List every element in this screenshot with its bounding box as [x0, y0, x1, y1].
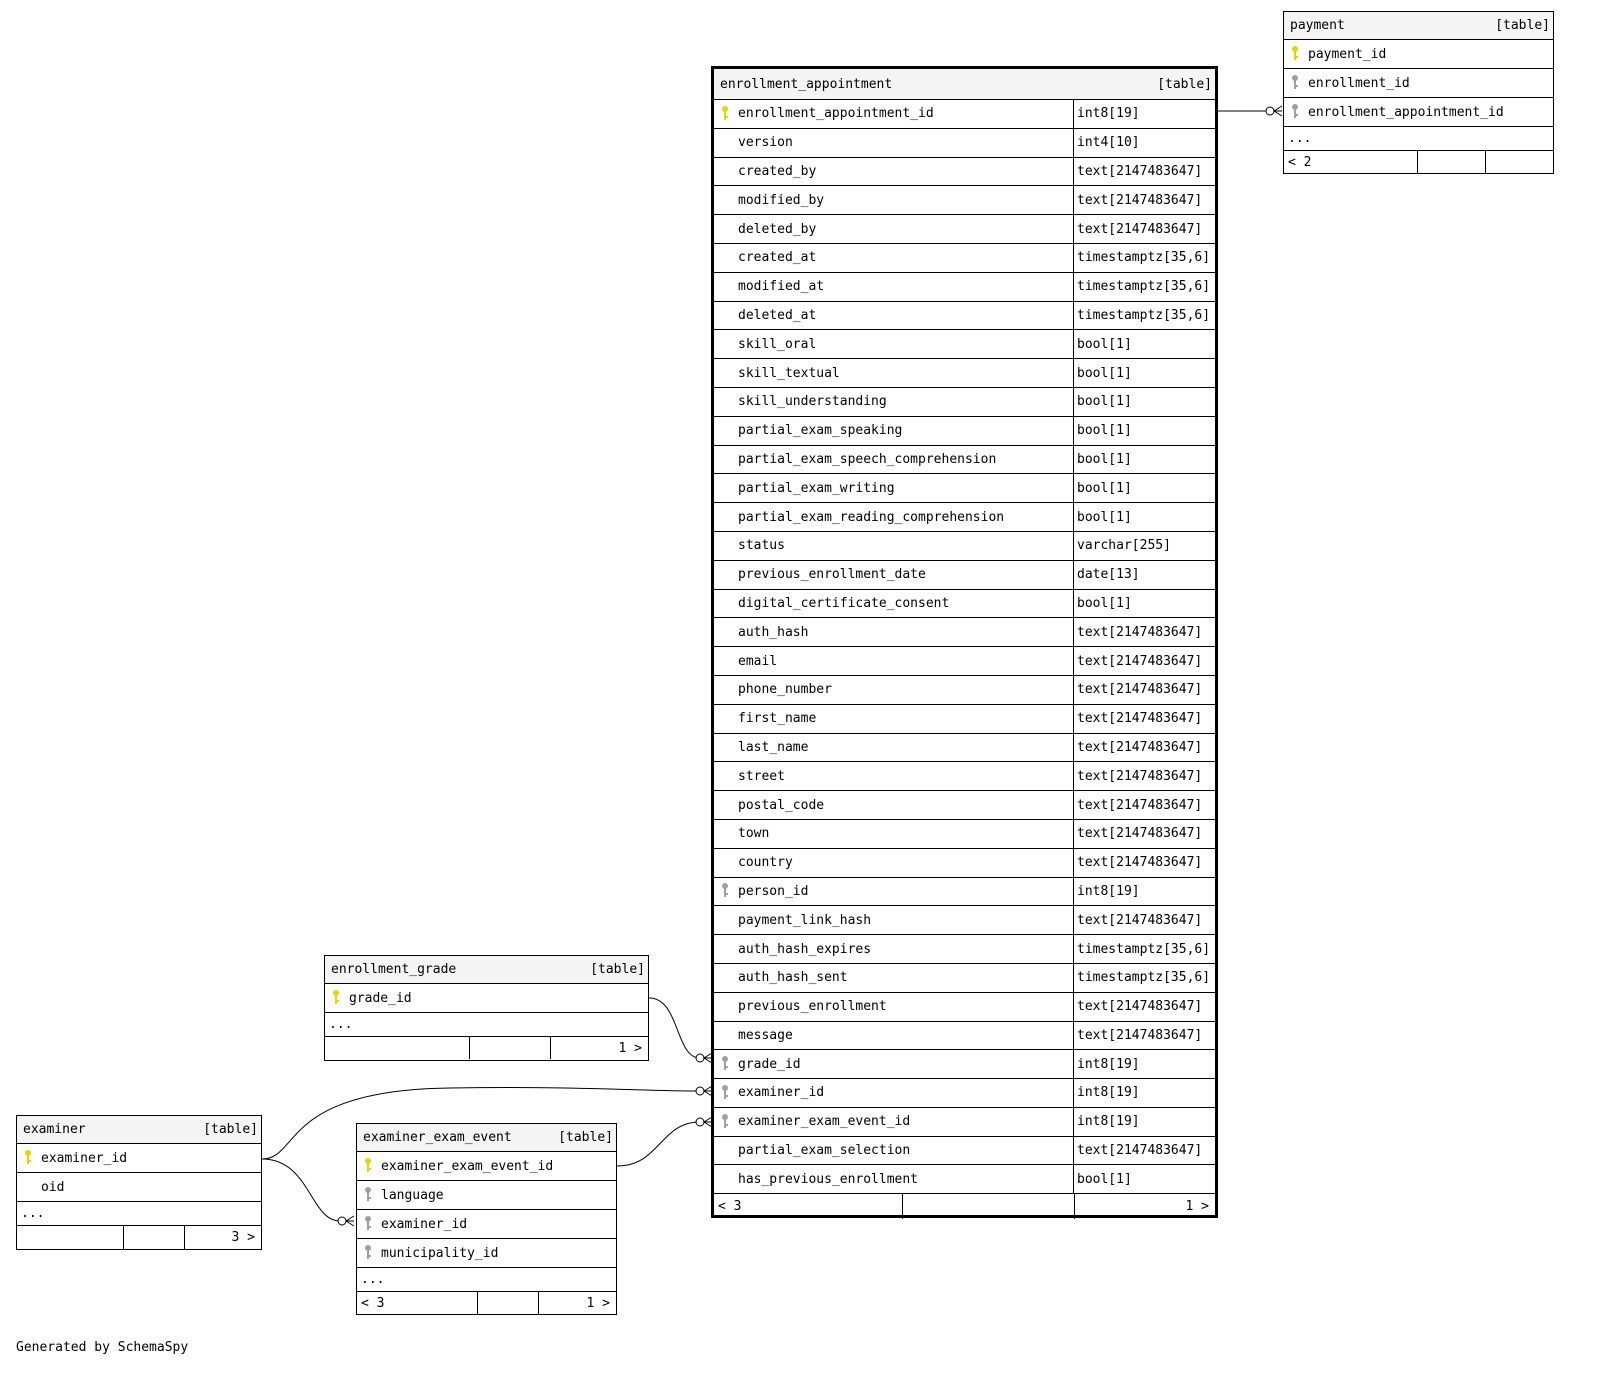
table-kind: [table] — [1495, 18, 1550, 33]
column-row-person-id[interactable] — [714, 878, 1215, 907]
foreign-key-icon — [364, 1244, 372, 1262]
table-examiner-exam-event[interactable] — [356, 1123, 617, 1315]
column-type: bool[1] — [1073, 330, 1215, 358]
column-row-grade-id[interactable] — [714, 1050, 1215, 1079]
column-key-slot — [1284, 103, 1306, 121]
column-type: text[2147483647] — [1073, 618, 1215, 646]
column-row-examiner-exam-event-id[interactable] — [357, 1152, 616, 1181]
link-crowfoot — [1274, 106, 1282, 116]
column-type: bool[1] — [1073, 1165, 1215, 1193]
table-name: examiner — [23, 1122, 86, 1137]
column-name: examiner_exam_event_id — [381, 1158, 554, 1174]
column-list — [1284, 40, 1553, 127]
column-name: country — [738, 855, 793, 871]
column-name: grade_id — [349, 990, 412, 1006]
column-row-partial-exam-speech-comprehension[interactable] — [714, 446, 1215, 475]
column-name: oid — [41, 1179, 65, 1195]
column-row-municipality-id[interactable] — [357, 1239, 616, 1268]
column-name: examiner_id — [738, 1085, 825, 1101]
column-name: skill_understanding — [738, 394, 887, 410]
column-name: email — [738, 653, 778, 669]
primary-key-icon — [364, 1157, 372, 1175]
column-name: enrollment_appointment_id — [1308, 104, 1504, 120]
column-type: timestamptz[35,6] — [1073, 244, 1215, 272]
column-row-payment-link-hash[interactable] — [714, 906, 1215, 935]
column-name: first_name — [738, 711, 817, 727]
column-type: text[2147483647] — [1073, 791, 1215, 819]
table-kind: [table] — [590, 962, 645, 977]
column-row-has-previous-enrollment[interactable] — [714, 1165, 1215, 1194]
column-type: bool[1] — [1073, 446, 1215, 474]
column-key-slot — [357, 1186, 379, 1204]
footer-parents — [17, 1226, 123, 1249]
column-row-examiner-id[interactable] — [17, 1144, 261, 1173]
column-name: message — [738, 1027, 793, 1043]
column-type: timestamptz[35,6] — [1073, 964, 1215, 992]
column-row-examiner-exam-event-id[interactable] — [714, 1108, 1215, 1137]
column-type: bool[1] — [1073, 590, 1215, 618]
column-row-examiner-id[interactable] — [357, 1210, 616, 1239]
footer-middle — [1417, 151, 1485, 173]
column-name: street — [738, 768, 785, 784]
column-type: int8[19] — [1073, 100, 1215, 128]
footer-children[interactable]: 1 > — [538, 1292, 616, 1314]
column-name: auth_hash — [738, 624, 809, 640]
link-exam-event — [617, 1122, 700, 1166]
foreign-key-icon — [721, 882, 729, 900]
column-name: created_by — [738, 163, 817, 179]
footer-parents — [325, 1037, 469, 1059]
column-row-enrollment-appointment-id[interactable] — [714, 100, 1215, 129]
link-end-circle — [696, 1054, 704, 1062]
footer-children[interactable]: 3 > — [184, 1226, 261, 1249]
column-name: language — [381, 1187, 444, 1203]
column-name: examiner_exam_event_id — [738, 1114, 911, 1130]
column-row-last-name[interactable] — [714, 734, 1215, 763]
column-row-auth-hash-expires[interactable] — [714, 935, 1215, 964]
column-name: partial_exam_reading_comprehension — [738, 509, 1005, 525]
primary-key-icon — [1291, 45, 1299, 63]
table-footer — [1284, 151, 1553, 173]
column-name: partial_exam_selection — [738, 1143, 911, 1159]
footer-middle — [469, 1037, 550, 1059]
column-name: municipality_id — [381, 1245, 499, 1261]
column-name: has_previous_enrollment — [738, 1171, 919, 1187]
more-columns: ... — [357, 1268, 616, 1292]
column-row-previous-enrollment-date[interactable] — [714, 561, 1215, 590]
foreign-key-icon — [721, 1055, 729, 1073]
column-row-version[interactable] — [714, 129, 1215, 158]
table-payment[interactable] — [1283, 11, 1554, 174]
column-name: payment_link_hash — [738, 912, 872, 928]
column-row-enrollment-id[interactable] — [1284, 69, 1553, 98]
column-type: date[13] — [1073, 561, 1215, 589]
column-type: text[2147483647] — [1073, 906, 1215, 934]
column-name: skill_textual — [738, 365, 840, 381]
link-grade — [649, 998, 700, 1058]
column-row-first-name[interactable] — [714, 705, 1215, 734]
column-key-slot — [714, 1055, 736, 1073]
column-type: timestamptz[35,6] — [1073, 302, 1215, 330]
column-name: auth_hash_sent — [738, 970, 848, 986]
foreign-key-icon — [364, 1186, 372, 1204]
column-key-slot — [714, 1084, 736, 1102]
column-row-postal-code[interactable] — [714, 791, 1215, 820]
column-type: text[2147483647] — [1073, 849, 1215, 877]
more-columns: ... — [325, 1013, 648, 1037]
column-row-deleted-at[interactable] — [714, 302, 1215, 331]
column-key-slot — [1284, 45, 1306, 63]
column-name: grade_id — [738, 1056, 801, 1072]
column-key-slot — [17, 1149, 39, 1167]
column-name: modified_by — [738, 192, 825, 208]
column-row-payment-id[interactable] — [1284, 40, 1553, 69]
link-end-circle — [696, 1118, 704, 1126]
column-type: int8[19] — [1073, 1079, 1215, 1107]
table-kind: [table] — [203, 1122, 258, 1137]
column-row-country[interactable] — [714, 849, 1215, 878]
link-end-circle — [1266, 107, 1274, 115]
table-name: examiner_exam_event — [363, 1130, 512, 1145]
table-header — [1284, 12, 1553, 40]
column-type: text[2147483647] — [1073, 215, 1215, 243]
column-type: text[2147483647] — [1073, 647, 1215, 675]
foreign-key-icon — [364, 1215, 372, 1233]
footer-parents[interactable]: < 2 — [1288, 154, 1312, 170]
table-header — [325, 956, 648, 984]
column-type: text[2147483647] — [1073, 158, 1215, 186]
column-type: bool[1] — [1073, 474, 1215, 502]
column-name: examiner_id — [381, 1216, 468, 1232]
footer-middle — [477, 1292, 538, 1314]
column-list — [325, 984, 648, 1013]
column-row-created-by[interactable] — [714, 158, 1215, 187]
column-key-slot — [357, 1215, 379, 1233]
column-type: bool[1] — [1073, 359, 1215, 387]
column-row-skill-oral[interactable] — [714, 330, 1215, 359]
foreign-key-icon — [721, 1084, 729, 1102]
column-type: timestamptz[35,6] — [1073, 935, 1215, 963]
column-name: previous_enrollment — [738, 999, 887, 1015]
column-key-slot — [357, 1244, 379, 1262]
column-type: text[2147483647] — [1073, 820, 1215, 848]
more-columns: ... — [17, 1202, 261, 1226]
column-row-modified-by[interactable] — [714, 186, 1215, 215]
column-name: partial_exam_writing — [738, 480, 895, 496]
column-type: text[2147483647] — [1073, 762, 1215, 790]
link-end-circle — [696, 1087, 704, 1095]
column-name: postal_code — [738, 797, 825, 813]
footer-children[interactable]: 1 > — [1074, 1194, 1215, 1219]
column-name: created_at — [738, 250, 817, 266]
column-row-digital-certificate-consent[interactable] — [714, 590, 1215, 619]
column-type: int8[19] — [1073, 878, 1215, 906]
column-name: person_id — [738, 883, 809, 899]
column-row-previous-enrollment[interactable] — [714, 993, 1215, 1022]
column-row-skill-textual[interactable] — [714, 359, 1215, 388]
primary-key-icon — [24, 1149, 32, 1167]
column-list — [357, 1152, 616, 1268]
column-name: deleted_at — [738, 307, 817, 323]
table-name: enrollment_appointment — [720, 76, 893, 92]
column-row-created-at[interactable] — [714, 244, 1215, 273]
footer-middle — [902, 1194, 1074, 1219]
link-crowfoot — [346, 1216, 354, 1226]
column-name: enrollment_appointment_id — [738, 106, 934, 122]
column-type: bool[1] — [1073, 388, 1215, 416]
column-row-email[interactable] — [714, 647, 1215, 676]
table-enrollment-appointment[interactable] — [711, 66, 1218, 1218]
link-examiner-event — [262, 1159, 340, 1221]
column-row-status[interactable] — [714, 532, 1215, 561]
column-name: auth_hash_expires — [738, 941, 872, 957]
column-row-deleted-by[interactable] — [714, 215, 1215, 244]
column-name: previous_enrollment_date — [738, 567, 926, 583]
table-footer — [325, 1037, 648, 1059]
column-name: town — [738, 826, 770, 842]
primary-key-icon — [721, 105, 729, 123]
table-header — [357, 1124, 616, 1152]
column-name: partial_exam_speech_comprehension — [738, 451, 997, 467]
column-row-phone-number[interactable] — [714, 676, 1215, 705]
column-name: payment_id — [1308, 46, 1387, 62]
column-name: last_name — [738, 739, 809, 755]
column-row-examiner-id[interactable] — [714, 1079, 1215, 1108]
table-name: payment — [1290, 18, 1345, 33]
column-row-skill-understanding[interactable] — [714, 388, 1215, 417]
generated-by-label: Generated by SchemaSpy — [16, 1340, 189, 1355]
column-row-auth-hash[interactable] — [714, 618, 1215, 647]
column-row-partial-exam-selection[interactable] — [714, 1137, 1215, 1166]
column-name: deleted_by — [738, 221, 817, 237]
table-footer — [714, 1194, 1215, 1219]
column-type: text[2147483647] — [1073, 1022, 1215, 1050]
column-key-slot — [1284, 74, 1306, 92]
column-name: digital_certificate_consent — [738, 595, 950, 611]
column-list — [17, 1144, 261, 1202]
footer-parents[interactable]: < 3 — [361, 1295, 385, 1311]
table-kind: [table] — [558, 1130, 613, 1145]
column-type: text[2147483647] — [1073, 676, 1215, 704]
column-row-partial-exam-speaking[interactable] — [714, 417, 1215, 446]
table-kind: [table] — [1157, 76, 1212, 92]
footer-children — [1485, 151, 1553, 173]
table-footer — [17, 1226, 261, 1249]
column-key-slot — [714, 882, 736, 900]
column-row-partial-exam-writing[interactable] — [714, 474, 1215, 503]
column-type: text[2147483647] — [1073, 1137, 1215, 1165]
column-name: enrollment_id — [1308, 75, 1410, 91]
column-type: int4[10] — [1073, 129, 1215, 157]
column-name: skill_oral — [738, 336, 817, 352]
footer-children[interactable]: 1 > — [550, 1037, 648, 1059]
column-type: text[2147483647] — [1073, 705, 1215, 733]
column-list — [714, 100, 1215, 1194]
column-row-auth-hash-sent[interactable] — [714, 964, 1215, 993]
column-row-language[interactable] — [357, 1181, 616, 1210]
column-type: bool[1] — [1073, 417, 1215, 445]
column-type: int8[19] — [1073, 1050, 1215, 1078]
column-name: version — [738, 135, 793, 151]
primary-key-icon — [332, 989, 340, 1007]
foreign-key-icon — [1291, 74, 1299, 92]
column-type: text[2147483647] — [1073, 186, 1215, 214]
column-row-modified-at[interactable] — [714, 273, 1215, 302]
column-row-oid[interactable] — [17, 1173, 261, 1202]
column-key-slot — [357, 1157, 379, 1175]
column-type: int8[19] — [1073, 1108, 1215, 1136]
column-row-message[interactable] — [714, 1022, 1215, 1051]
column-type: bool[1] — [1073, 503, 1215, 531]
more-columns: ... — [1284, 127, 1553, 151]
column-key-slot — [714, 105, 736, 123]
link-end-circle — [338, 1217, 346, 1225]
column-row-street[interactable] — [714, 762, 1215, 791]
column-row-town[interactable] — [714, 820, 1215, 849]
column-type: timestamptz[35,6] — [1073, 273, 1215, 301]
column-row-enrollment-appointment-id[interactable] — [1284, 98, 1553, 127]
footer-parents[interactable]: < 3 — [718, 1199, 742, 1215]
table-footer — [357, 1292, 616, 1314]
column-name: modified_at — [738, 279, 825, 295]
column-type: varchar[255] — [1073, 532, 1215, 560]
foreign-key-icon — [1291, 103, 1299, 121]
column-name: phone_number — [738, 682, 832, 698]
column-key-slot — [325, 989, 347, 1007]
column-key-slot — [714, 1113, 736, 1131]
column-row-grade-id[interactable] — [325, 984, 648, 1013]
footer-middle — [123, 1226, 184, 1249]
column-name: partial_exam_speaking — [738, 423, 903, 439]
table-name: enrollment_grade — [331, 962, 457, 977]
column-name: examiner_id — [41, 1150, 128, 1166]
table-examiner[interactable] — [16, 1115, 262, 1250]
column-type: text[2147483647] — [1073, 993, 1215, 1021]
column-type: text[2147483647] — [1073, 734, 1215, 762]
foreign-key-icon — [721, 1113, 729, 1131]
column-name: status — [738, 538, 785, 554]
column-row-partial-exam-reading-comprehension[interactable] — [714, 503, 1215, 532]
table-header — [714, 69, 1215, 100]
table-enrollment-grade[interactable] — [324, 955, 649, 1061]
table-header — [17, 1116, 261, 1144]
